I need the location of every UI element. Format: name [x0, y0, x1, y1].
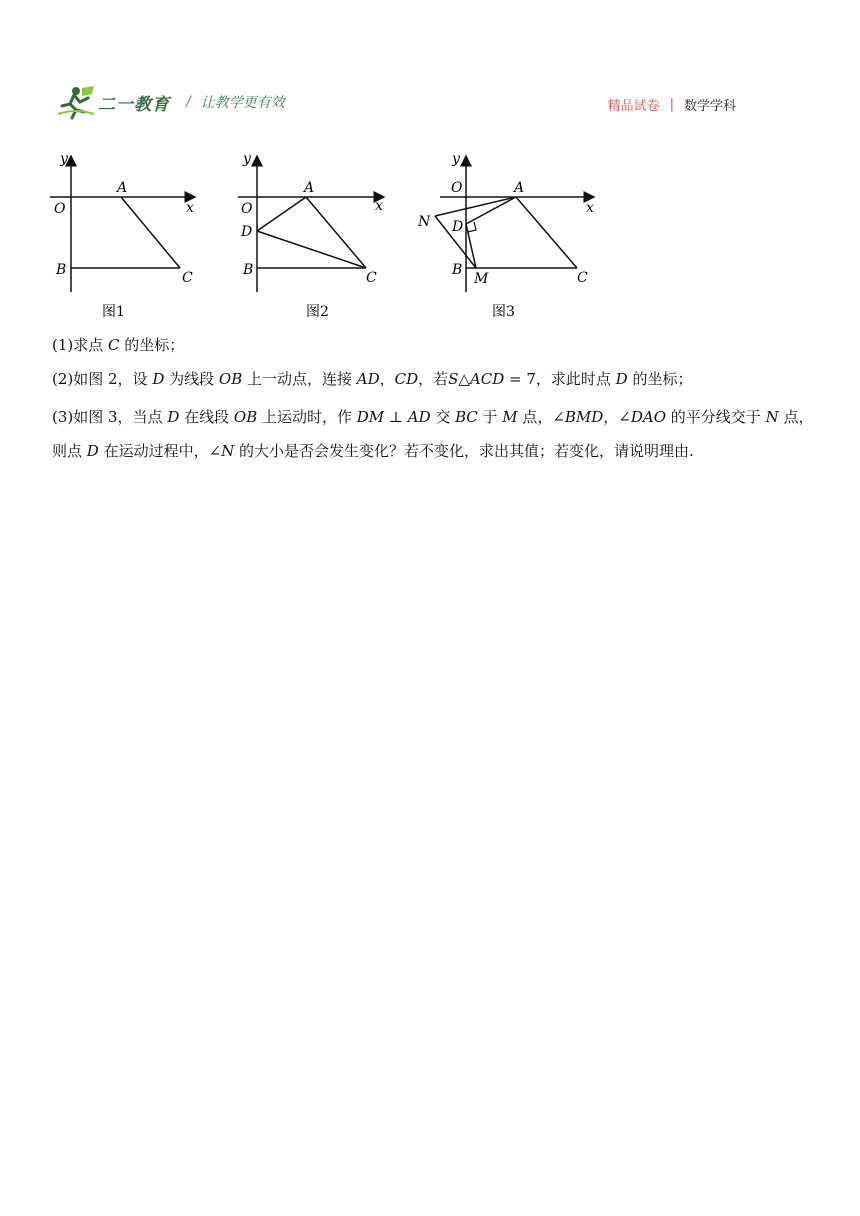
label-c: C	[366, 270, 377, 286]
segment-ad	[466, 197, 516, 224]
label-b: B	[243, 262, 254, 278]
label-x: x	[586, 200, 594, 216]
figures-svg	[40, 146, 620, 326]
label-a: A	[514, 180, 525, 196]
brand-logo	[56, 84, 285, 120]
brand-slogan: 让教学更有效	[200, 95, 285, 111]
label-b: B	[56, 262, 67, 278]
running-figure-icon	[56, 84, 96, 120]
segment-ac	[121, 197, 180, 268]
label-y: y	[452, 151, 460, 167]
label-c: C	[182, 270, 193, 286]
subject-tag: 数学学科	[683, 99, 736, 114]
segment-an	[435, 197, 516, 216]
label-d: D	[241, 224, 253, 240]
figure-caption: 图2	[306, 304, 329, 320]
brand-name: 二一教育	[98, 94, 170, 115]
figure-3	[417, 151, 594, 320]
segment-ad	[257, 197, 306, 231]
figure-caption: 图3	[492, 304, 515, 320]
label-x: x	[186, 200, 194, 216]
figure-2	[238, 151, 384, 320]
label-a: A	[304, 180, 315, 196]
figures-row	[40, 146, 620, 326]
figure-1	[50, 151, 195, 320]
label-x: x	[375, 198, 383, 214]
label-c: C	[577, 270, 588, 286]
question-2: (2)如图 2，设 𝐷 为线段 𝑂𝐵 上一动点，连接 𝐴𝐷，𝐶𝐷，若𝑆△𝐴𝐶𝐷 = 7，求此时点 𝐷 的坐标；	[52, 370, 693, 388]
label-o: O	[451, 180, 463, 196]
page-header	[0, 0, 860, 130]
label-n: N	[418, 214, 431, 230]
header-tags	[608, 95, 736, 114]
label-y: y	[60, 151, 68, 167]
label-y: y	[243, 151, 251, 167]
label-b: B	[452, 262, 463, 278]
brand-separator: /	[186, 94, 191, 110]
label-o: O	[54, 201, 66, 217]
figure-caption: 图1	[102, 304, 125, 320]
label-d: D	[452, 219, 464, 235]
segment-ac	[516, 197, 577, 268]
label-o: O	[241, 201, 253, 217]
question-1: (1)求点 𝐶 的坐标；	[52, 336, 185, 354]
right-angle-mark	[468, 222, 476, 232]
question-3: (3)如图 3，当点 𝐷 在线段 𝑂𝐵 上运动时，作 𝐷𝑀 ⊥ 𝐴𝐷 交 𝐵𝐶 于 𝑀 点，∠𝐵𝑀𝐷，∠𝐷𝐴𝑂 的平分线交于 𝑁 点，则点 𝐷 在运动过程中，∠𝑁 的大小是否会发生变化？若不变化，求出其值；若变化，请说明理由.	[52, 408, 814, 460]
label-a: A	[117, 180, 128, 196]
quality-tag: 精品试卷	[607, 99, 660, 114]
header-divider: |	[669, 97, 674, 112]
label-m: M	[474, 271, 489, 287]
